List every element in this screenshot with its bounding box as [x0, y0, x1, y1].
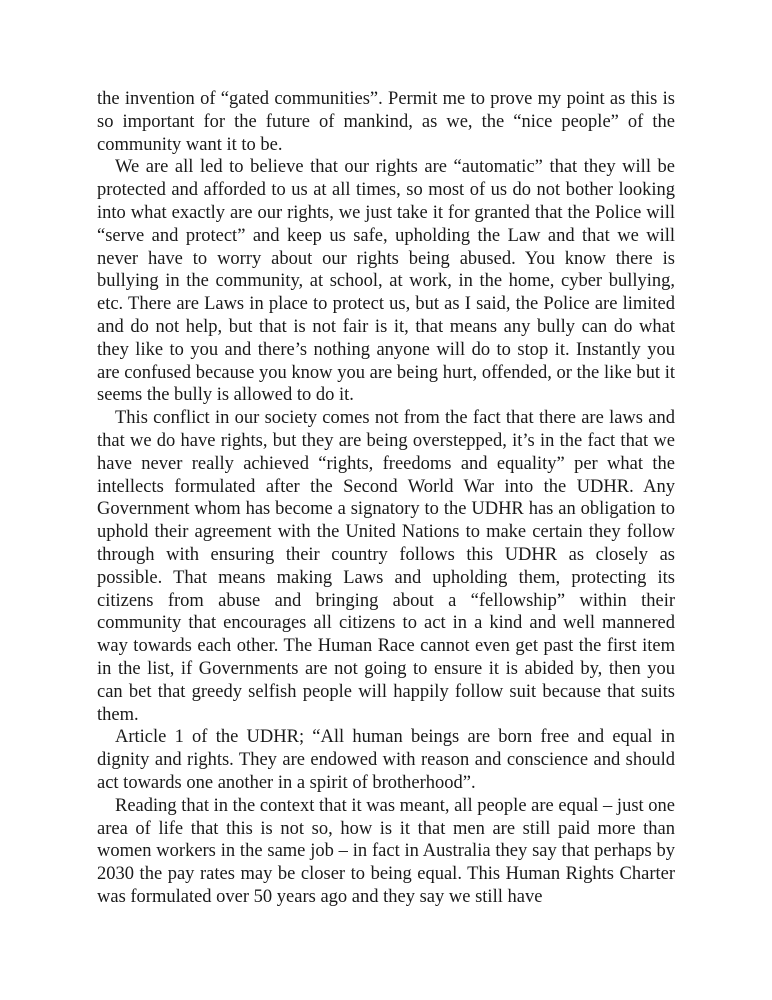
- document-page: [97, 88, 675, 909]
- paragraph-3: This conflict in our society comes not from the fact that there are laws and that we do have rights, but they are being overstepped, it’s in the fact that we have never really achieved “rights, freedoms and equality” per what the intellects formulated after the Second World War into the UDHR. Any Government whom has become a signatory to the UDHR has an obligation to uphold their agreement with the United Nations to make certain they follow through with ensuring their country follows this UDHR as closely as possible. That means making Laws and upholding them, protecting its citizens from abuse and bringing about a “fellowship” within their community that encourages all citizens to act in a kind and well mannered way towards each other. The Human Race cannot even get past the first item in the list, if Governments are not going to ensure it is abided by, then you can bet that greedy selfish people will happily follow suit because that suits them.: [97, 408, 675, 725]
- paragraph-2: We are all led to believe that our rights are “automatic” that they will be protected and afforded to us at all times, so most of us do not bother looking into what exactly are our rights, we just take it for granted that the Police will “serve and protect” and keep us safe, upholding the Law and that we will never have to worry about our rights being abused. You know there is bullying in the community, at school, at work, in the home, cyber bullying, etc. There are Laws in place to protect us, but as I said, the Police are limited and do not help, but that is not fair is it, that means any bully can do what they like to you and there’s nothing anyone will do to stop it. Instantly you are confused because you know you are being hurt, offended, or the like but it seems the bully is allowed to do it.: [97, 157, 675, 406]
- paragraph-4: Article 1 of the UDHR; “All human beings are born free and equal in dignity and rights. They are endowed with reason and conscience and should act towards one another in a spirit of brotherhood”.: [97, 727, 675, 793]
- paragraph-5: Reading that in the context that it was meant, all people are equal – just one area of life that this is not so, how is it that men are still paid more than women workers in the same job – in fact in Australia they say that perhaps by 2030 the pay rates may be closer to being equal. This Human Rights Charter was formulated over 50 years ago and they say we still have: [97, 795, 675, 907]
- paragraph-1: the invention of “gated communities”. Permit me to prove my point as this is so important for the future of mankind, as we, the “nice people” of the community want it to be.: [97, 89, 675, 155]
